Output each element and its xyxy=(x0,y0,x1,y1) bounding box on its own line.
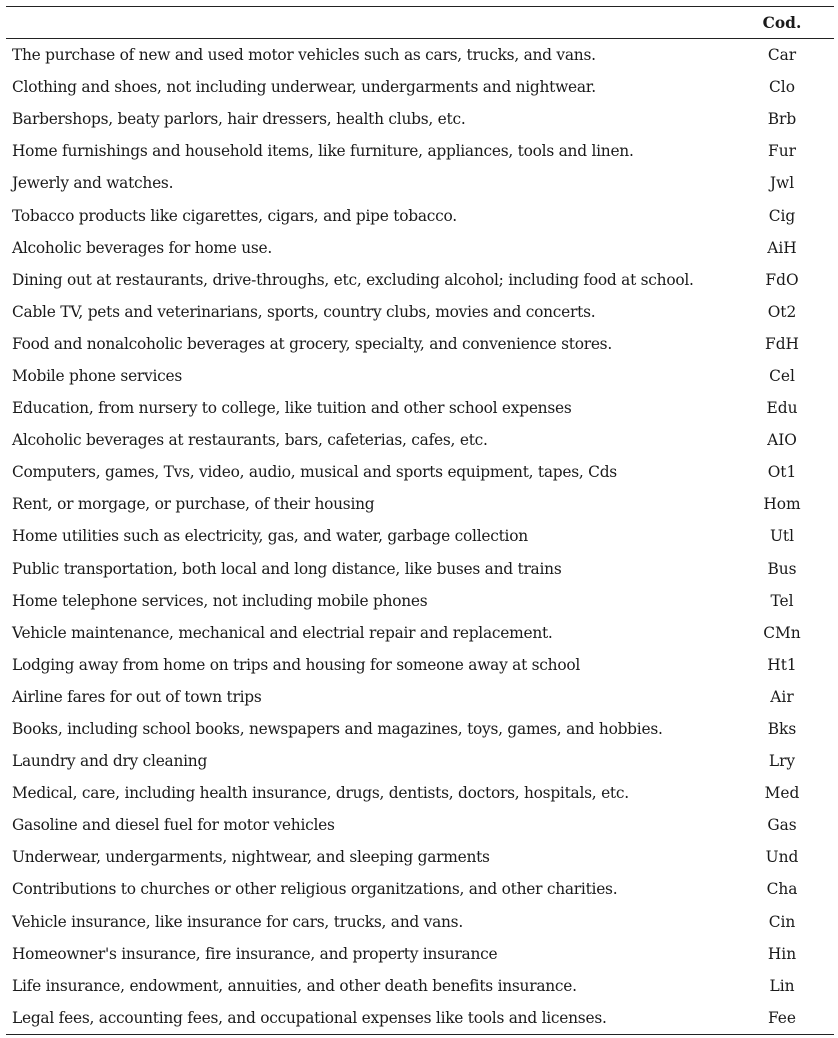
row-code: Und xyxy=(765,848,799,867)
header-code: Cod. xyxy=(762,13,802,32)
table-body xyxy=(6,39,834,1035)
table-row xyxy=(6,873,834,905)
row-code: Ht1 xyxy=(767,655,797,674)
row-description: Alcoholic beverages for home use. xyxy=(12,238,273,257)
table-row xyxy=(6,328,834,360)
table-row xyxy=(6,970,834,1002)
row-description: Rent, or morgage, or purchase, of their housing xyxy=(12,495,375,514)
table-row xyxy=(6,553,834,585)
table-row xyxy=(6,649,834,681)
table-row xyxy=(6,71,834,103)
row-code: Cha xyxy=(766,880,798,899)
row-description: Laundry and dry cleaning xyxy=(12,752,208,771)
row-code: Brb xyxy=(767,110,797,129)
table-row xyxy=(6,906,834,938)
row-description: Home furnishings and household items, like furniture, appliances, tools and linen. xyxy=(12,142,634,161)
row-description: Medical, care, including health insurance, drugs, dentists, doctors, hospitals, etc. xyxy=(12,784,629,803)
row-description: Contributions to churches or other religious organitzations, and other charities. xyxy=(12,880,618,899)
row-code: FdH xyxy=(765,334,799,353)
row-description: Underwear, undergarments, nightwear, and sleeping garments xyxy=(12,848,490,867)
table-row xyxy=(6,360,834,392)
row-description: Alcoholic beverages at restaurants, bars, cafeterias, cafes, etc. xyxy=(12,431,488,450)
row-description: Legal fees, accounting fees, and occupational expenses like tools and licenses. xyxy=(12,1008,607,1027)
row-description: Home telephone services, not including mobile phones xyxy=(12,591,428,610)
row-code: AiH xyxy=(767,238,797,257)
row-code: Jwl xyxy=(769,174,795,193)
table-row xyxy=(6,809,834,841)
row-code: Med xyxy=(764,784,800,803)
header-row xyxy=(6,7,834,39)
row-description: Public transportation, both local and long distance, like buses and trains xyxy=(12,559,562,578)
table-row xyxy=(6,424,834,456)
table-row xyxy=(6,264,834,296)
table-header xyxy=(6,7,834,39)
table-row xyxy=(6,617,834,649)
row-code: Fee xyxy=(767,1008,797,1027)
table-row xyxy=(6,296,834,328)
row-description: Airline fares for out of town trips xyxy=(12,687,262,706)
row-code: Ot2 xyxy=(767,302,797,321)
row-code: Cig xyxy=(768,206,796,225)
row-code: Gas xyxy=(767,816,797,835)
row-description: Food and nonalcoholic beverages at grocery, specialty, and convenience stores. xyxy=(12,334,612,353)
table-row xyxy=(6,841,834,873)
row-description: Life insurance, endowment, annuities, and other death benefits insurance. xyxy=(12,976,577,995)
row-code: Ot1 xyxy=(767,463,797,482)
row-description: Jewerly and watches. xyxy=(12,174,174,193)
row-code: Lin xyxy=(769,976,795,995)
table-row xyxy=(6,199,834,231)
row-description: Tobacco products like cigarettes, cigars, and pipe tobacco. xyxy=(12,206,457,225)
row-code: Hom xyxy=(763,495,801,514)
row-description: Vehicle insurance, like insurance for cars, trucks, and vans. xyxy=(12,912,463,931)
row-description: Vehicle maintenance, mechanical and electrial repair and replacement. xyxy=(12,623,553,642)
table-row xyxy=(6,167,834,199)
row-code: Lry xyxy=(768,752,796,771)
row-code: Utl xyxy=(769,527,795,546)
row-description: Gasoline and diesel fuel for motor vehicles xyxy=(12,816,335,835)
row-description: Computers, games, Tvs, video, audio, musical and sports equipment, tapes, Cds xyxy=(12,463,617,482)
table-row xyxy=(6,1002,834,1035)
row-code: Air xyxy=(770,687,794,706)
table-row xyxy=(6,585,834,617)
row-description: Lodging away from home on trips and housing for someone away at school xyxy=(12,655,581,674)
row-code: Hin xyxy=(767,944,797,963)
table-row xyxy=(6,488,834,520)
table-row xyxy=(6,520,834,552)
row-description: Books, including school books, newspapers and magazines, toys, games, and hobbies. xyxy=(12,720,663,739)
expense-codes-table-container xyxy=(6,6,834,1035)
table-row xyxy=(6,777,834,809)
row-code: FdO xyxy=(765,270,799,289)
table-row xyxy=(6,713,834,745)
table-row xyxy=(6,232,834,264)
row-description: Mobile phone services xyxy=(12,366,183,385)
table-row xyxy=(6,456,834,488)
table-row xyxy=(6,745,834,777)
header-description xyxy=(6,7,734,39)
row-code: Cin xyxy=(768,912,796,931)
row-code: Cel xyxy=(769,366,795,385)
row-description: Dining out at restaurants, drive-throughs, etc, excluding alcohol; including food at school. xyxy=(12,270,694,289)
row-code: Edu xyxy=(766,399,798,418)
row-code: Clo xyxy=(769,78,795,97)
row-code: Fur xyxy=(768,142,796,161)
row-description: Barbershops, beaty parlors, hair dressers, health clubs, etc. xyxy=(12,110,466,129)
row-code: CMn xyxy=(763,623,801,642)
row-code: Tel xyxy=(770,591,794,610)
row-description: Home utilities such as electricity, gas, and water, garbage collection xyxy=(12,527,528,546)
row-description: The purchase of new and used motor vehicles such as cars, trucks, and vans. xyxy=(12,46,596,65)
table-row xyxy=(6,681,834,713)
row-code: AIO xyxy=(767,431,797,450)
table-row xyxy=(6,135,834,167)
table-row xyxy=(6,938,834,970)
row-code: Car xyxy=(767,46,797,65)
row-description: Cable TV, pets and veterinarians, sports, country clubs, movies and concerts. xyxy=(12,302,596,321)
row-description: Education, from nursery to college, like tuition and other school expenses xyxy=(12,399,572,418)
table-row xyxy=(6,103,834,135)
row-description: Homeowner's insurance, fire insurance, and property insurance xyxy=(12,944,498,963)
row-code: Bks xyxy=(767,720,797,739)
table-row xyxy=(6,392,834,424)
expense-codes-table xyxy=(6,6,834,1035)
row-code: Bus xyxy=(767,559,797,578)
row-description: Clothing and shoes, not including underwear, undergarments and nightwear. xyxy=(12,78,596,97)
table-row xyxy=(6,39,834,72)
